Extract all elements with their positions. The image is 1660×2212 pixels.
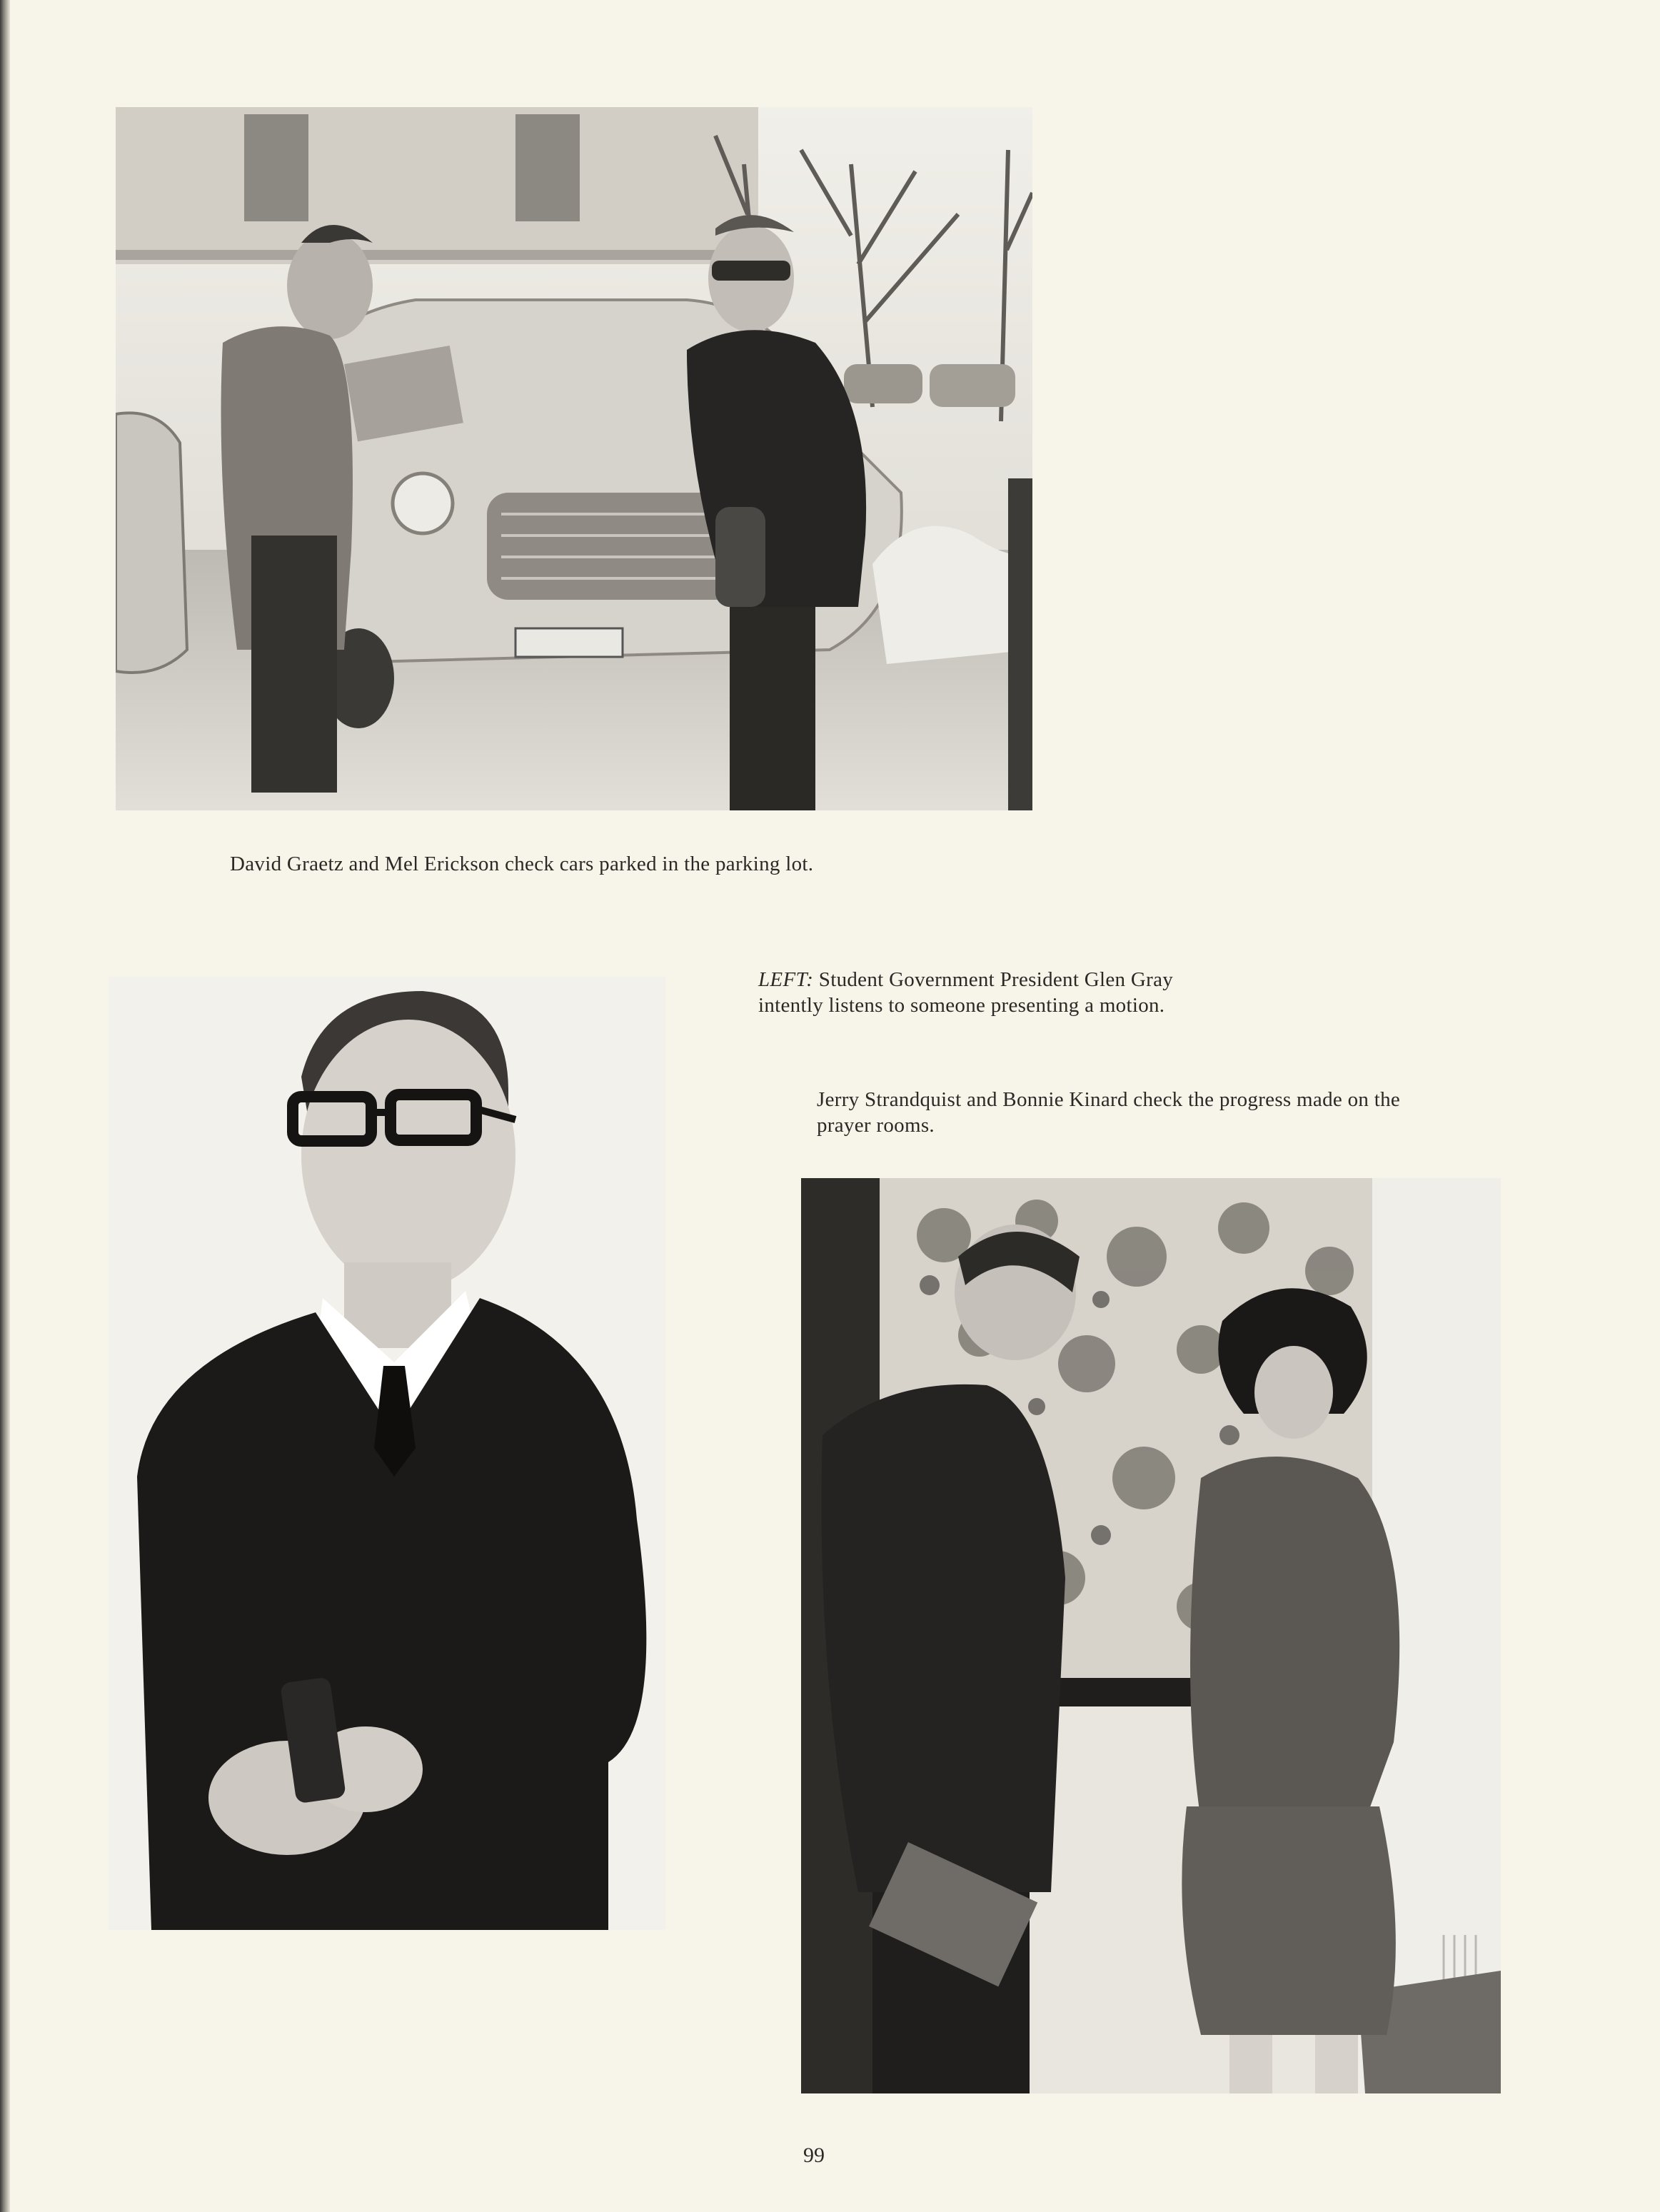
president-caption-line2: intently listens to someone presenting a motion.	[758, 994, 1165, 1017]
student-president-portrait-photo	[109, 977, 665, 1930]
parking-lot-photo	[116, 107, 1032, 810]
prayer-room-caption	[817, 1087, 1531, 1138]
president-caption-line1: Student Government President Glen Gray	[813, 968, 1174, 991]
president-caption	[758, 967, 1401, 1018]
prayer-room-photo	[801, 1178, 1501, 2093]
president-caption-lead: LEFT:	[758, 968, 814, 991]
parking-lot-caption	[230, 851, 1087, 877]
prayer-room-caption-line1: Jerry Strandquist and Bonnie Kinard check the progress made on the	[817, 1088, 1401, 1111]
page-spine-edge	[0, 0, 10, 2212]
page-number: 99	[803, 2143, 825, 2167]
prayer-room-caption-line2: prayer rooms.	[817, 1114, 935, 1137]
parking-lot-caption-text: David Graetz and Mel Erickson check cars parked in the parking lot.	[230, 853, 814, 875]
